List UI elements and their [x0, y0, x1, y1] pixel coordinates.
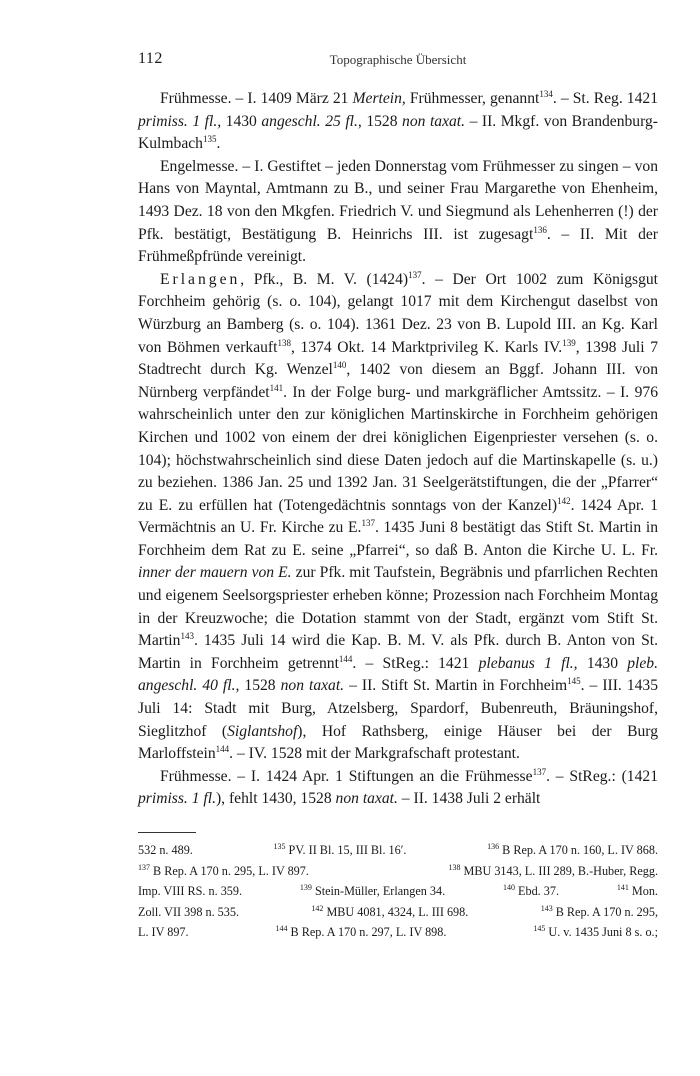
footnote-line — [138, 902, 658, 923]
footnote-entry: $^{145}$ U. v. 1435 Juni 8 s. o.; — [533, 923, 658, 939]
text-run: . – IV. 1528 mit der Markgrafschaft protestant. — [229, 745, 520, 763]
footnote-ref: 137 — [532, 766, 547, 777]
footnote-ref: 144 — [215, 744, 230, 755]
footnote-ref: 140 — [332, 359, 347, 370]
footnote-entry: $^{144}$ B Rep. A 170 n. 297, L. IV 898. — [275, 923, 447, 939]
main-text — [138, 88, 658, 811]
running-title: Topographische Übersicht — [329, 52, 467, 67]
footnote-entry: $^{136}$ B Rep. A 170 n. 160, L. IV 868. — [487, 841, 658, 857]
footnote-entry: Zoll. VII 398 n. 535. — [138, 904, 239, 919]
footnote-entry: $^{135}$ PV. II Bl. 15, III Bl. 16′. — [273, 841, 407, 857]
text-run: – II. 1438 Juli 2 erhält — [397, 790, 541, 808]
footnote-ref: 144 — [338, 653, 353, 664]
footnotes — [138, 840, 658, 943]
footnote-entry: $^{140}$ Ebd. 37. — [502, 882, 559, 898]
text-run: Frühmesse. – I. 1424 Apr. 1 Stiftungen an die Frühmesse — [160, 767, 533, 785]
italic-run: inner der mauern von E. — [138, 564, 292, 582]
footnote-line — [138, 922, 658, 943]
text-run: . – Der Ort 1002 zum Königsgut Forchheim gehörig (s. o. 104), gelangt 1017 mit dem Kirchengut daselbst von Würzburg an Bamberg (s. o. 104). 1361 Dez. 23 von B. Lupold III. an Kg. Karl von Böhmen verkauft — [138, 270, 659, 356]
italic-run: primiss. 1 fl., — [138, 112, 222, 130]
text-run: . – StReg.: (1421 — [546, 767, 658, 785]
text-run: . 1435 Juli 14 wird die Kap. B. M. V. als Pfk. durch B. Anton von St. Martin in Forchheim getrennt — [138, 632, 658, 672]
footnote-ref: 145 — [567, 676, 581, 687]
footnote-entry: $^{141}$ Mon. — [616, 882, 658, 898]
italic-run: angeschl. 25 fl., — [261, 112, 362, 130]
text-run: , 1374 Okt. 14 Marktprivileg K. Karls IV. — [290, 338, 563, 356]
text-run: . – III. 1435 Juli 14: Stadt mit Burg, Atzelsberg, Spardorf, Bubenreuth, Bräuningshof, Sieglitzhof ( — [138, 677, 659, 740]
text-run: ), fehlt 1430, 1528 — [215, 790, 336, 808]
footnote-ref: 134 — [539, 88, 553, 99]
text-run: 1528 — [239, 677, 281, 695]
footnote-entry: $^{137}$ B Rep. A 170 n. 295, L. IV 897. — [138, 862, 309, 878]
page-header — [138, 50, 658, 72]
footnote-ref: 141 — [269, 382, 284, 393]
italic-run: non taxat. — [280, 677, 345, 695]
italic-run: primiss. 1 fl. — [138, 790, 216, 808]
footnote-entry: L. IV 897. — [138, 925, 189, 939]
footnote-line — [138, 881, 658, 902]
footnote-entry: $^{143}$ B Rep. A 170 n. 295, — [540, 903, 658, 919]
footnote-entry: 532 n. 489. — [138, 843, 193, 857]
footnote-ref: 135 — [202, 134, 217, 144]
footnote-line — [138, 840, 658, 861]
text-run: – II. Mkgf. von Brandenburg-Kulmbach — [138, 112, 659, 153]
text-run: 1528 — [361, 112, 403, 130]
text-run: Engelmesse. – I. Gestiftet – jeden Donnerstag vom Frühmesser zu singen – von Hans von Mayntal, Amtmann zu B., und seiner Frau Margarethe von Ehenheim, 1493 Dez. 18 von den Mkgfen. Friedrich V. und Siegmund als Lehenherren (!) der Pfk. bestätigt, Bestätigung B. Heinrichs III. ist zugesagt — [138, 157, 658, 243]
footnote-entry: Imp. VIII RS. n. 359. — [138, 884, 243, 898]
footnote-entry: $^{139}$ Stein-Müller, Erlangen 34. — [299, 882, 446, 898]
text-run: Frühmesser, genannt — [405, 90, 540, 107]
footnote-line — [138, 861, 658, 882]
footnote-rule — [138, 832, 196, 833]
paragraph — [138, 156, 658, 269]
italic-run: plebanus 1 fl., — [478, 654, 578, 672]
text-run: . – II. Mit der Frühmeßpfründe vereinigt. — [138, 225, 658, 266]
text-run: – II. Stift St. Martin in Forchheim — [344, 677, 568, 695]
footnote-ref: 138 — [277, 337, 291, 348]
text-run: . 1435 Juni 8 bestätigt das Stift St. Martin in Forchheim dem Rat zu E. seine „Pfarrei“, so daß B. Anton die Kirche U. L. Fr. — [138, 519, 659, 559]
text-run: Frühmesse. – I. 1409 März 21 — [160, 90, 353, 107]
text-run: . — [216, 135, 221, 153]
text-run: . In der Folge burg- und markgräflicher Amtssitz. – I. 976 wahrscheinlich unter den zur königlichen Martinskirche in Forchheim gehörigen Kirchen und 1002 von einem der drei königlichen Eigenpriester versehen (s. o. 104); höchstwahrscheinlich sind diese Daten jedoch auf die Martinskapelle (s. u.) zu beziehen. 1386 Jan. 25 und 1392 Jan. 31 Seelgerätstiftungen, die der „Pfarrer“ zu E. zu erfüllen hat (Totengedächtnis sonntags von der Kanzel) — [138, 383, 658, 514]
footnote-ref: 137 — [408, 269, 422, 280]
place-name: Erlangen — [160, 270, 241, 288]
paragraph — [138, 88, 658, 156]
text-run: 1430 — [221, 112, 262, 130]
text-run: , 1402 von diesem an Bggf. Johann III. von Nürnberg verpfändet — [138, 361, 658, 401]
italic-run: pleb. angeschl. 40 fl., — [138, 654, 658, 695]
page-number: 112 — [138, 50, 163, 67]
italic-run: Siglantshof — [227, 722, 298, 740]
footnote-ref: 139 — [562, 337, 576, 348]
footnote-ref: 142 — [557, 495, 571, 506]
footnote-ref: 136 — [533, 224, 547, 235]
footnote-entry: $^{138}$ MBU 3143, L. III 289, B.-Huber, Regg. — [448, 862, 658, 878]
footnote-ref: 137 — [361, 518, 375, 529]
text-run: . – StReg.: 1421 — [352, 654, 479, 672]
text-run: 1430 — [577, 654, 628, 672]
paragraph — [138, 269, 658, 766]
text-run: , Pfk., B. M. V. (1424) — [240, 270, 409, 288]
italic-run: non taxat. — [335, 790, 398, 808]
footnote-ref: 143 — [180, 631, 194, 642]
text-run: . 1424 Apr. 1 Vermächtnis an U. Fr. Kirche zu E. — [138, 496, 658, 537]
text-run: zur Pfk. mit Taufstein, Begräbnis und pfarrlichen Rechten und eigenem Seelsorgspriester erheben könne; Prozession nach Forchheim Montag in der Kreuzwoche; die Dotation stammt von der Stadt, ergänzt vom Stift St. Martin — [138, 564, 658, 650]
italic-run: non taxat. — [402, 112, 466, 130]
paragraph — [138, 766, 658, 811]
text-run: . – St. Reg. 1421 — [552, 90, 658, 107]
text-run: ), Hof Rathsberg, einige Häuser bei der Burg Marloffstein — [138, 722, 658, 763]
italic-run: Mertein, — [352, 90, 406, 107]
text-run: , 1398 Juli 7 Stadtrecht durch Kg. Wenzel — [138, 338, 659, 379]
footnote-entry: $^{142}$ MBU 4081, 4324, L. III 698. — [311, 903, 469, 919]
